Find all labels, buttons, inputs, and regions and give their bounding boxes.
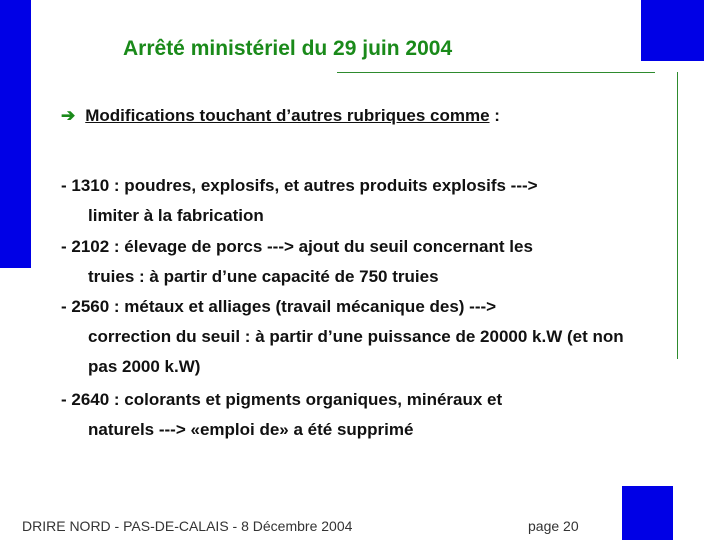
decorative-block-top-right xyxy=(641,0,704,61)
list-item-continuation: truies : à partir d’une capacité de 750 truies xyxy=(88,267,439,286)
title-rule xyxy=(337,72,655,73)
list-item xyxy=(61,171,641,231)
slide-title: Arrêté ministériel du 29 juin 2004 xyxy=(123,37,453,60)
list-item-first-line: - 2102 : élevage de porcs ---> ajout du seuil concernant les xyxy=(61,237,533,256)
list-item-first-line: - 1310 : poudres, explosifs, et autres produits explosifs ---> xyxy=(61,176,538,195)
subtitle-text: Modifications touchant d’autres rubriques comme xyxy=(85,106,490,125)
list-item-continuation: naturels ---> «emploi de» a été supprimé xyxy=(88,420,414,439)
right-arrow-icon: ➔ xyxy=(61,106,76,125)
list-item-continuation: limiter à la fabrication xyxy=(88,206,264,225)
list-item-first-line: - 2640 : colorants et pigments organiques, minéraux et xyxy=(61,390,503,409)
decorative-block-left xyxy=(0,0,31,268)
list-item xyxy=(61,292,641,382)
list-item xyxy=(61,385,641,445)
slide-subtitle xyxy=(61,106,500,126)
decorative-block-bottom-right xyxy=(622,486,673,540)
footer-page-number: page 20 xyxy=(528,518,579,534)
list-item xyxy=(61,232,641,292)
list-item-continuation: correction du seuil : à partir d’une puissance de 20000 k.W (et non pas 2000 k.W) xyxy=(88,327,624,376)
side-rule xyxy=(677,72,678,359)
subtitle-suffix: : xyxy=(489,106,500,125)
list-item-first-line: - 2560 : métaux et alliages (travail mécanique des) ---> xyxy=(61,297,497,316)
footer-organization-date: DRIRE NORD - PAS-DE-CALAIS - 8 Décembre 2004 xyxy=(22,518,353,534)
